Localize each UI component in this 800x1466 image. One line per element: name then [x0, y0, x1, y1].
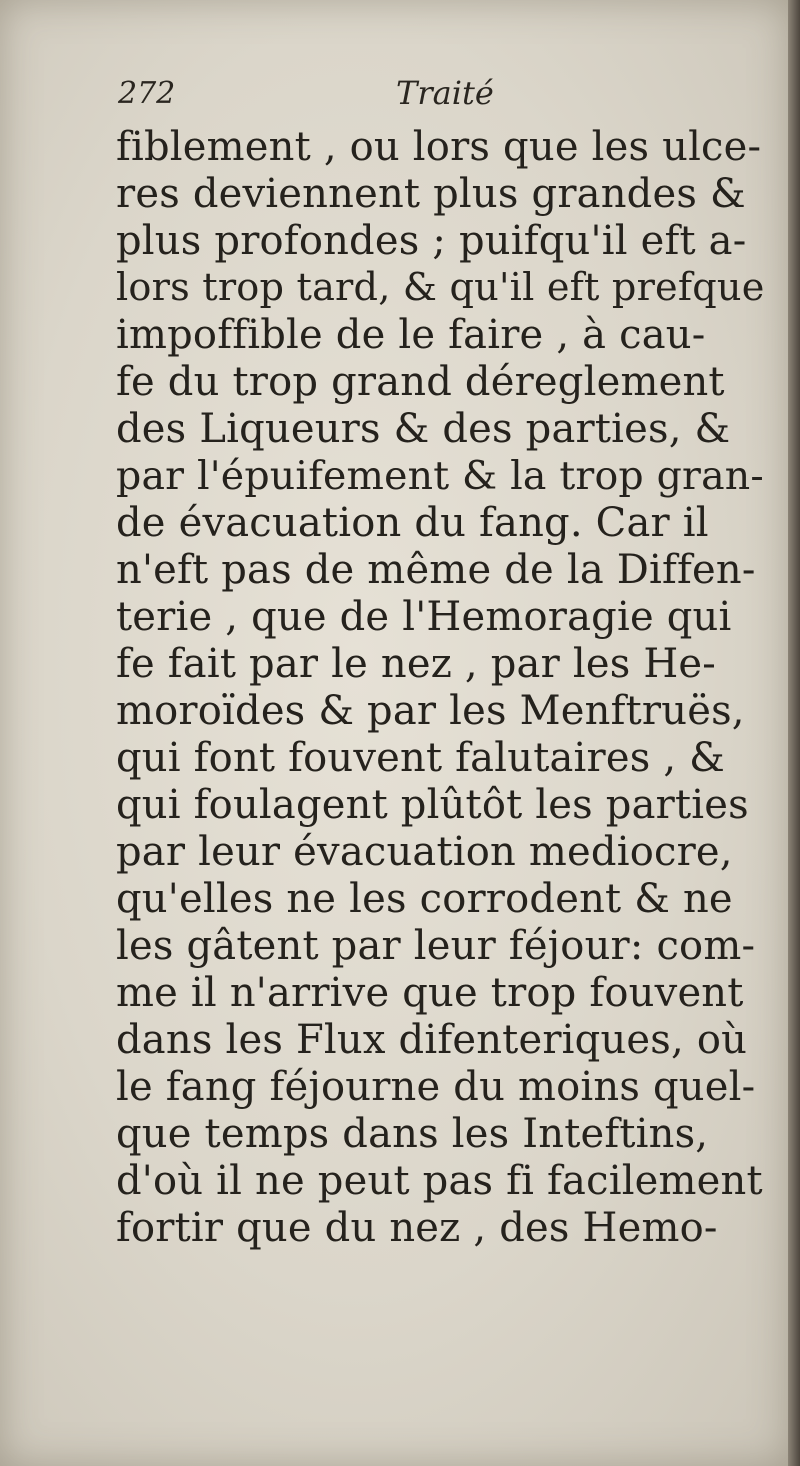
- text-line: moroïdes & par les Menftruës,: [116, 688, 745, 734]
- text-line: les gâtent par leur féjour: com-: [116, 923, 756, 969]
- text-line: le fang féjourne du moins quel-: [116, 1064, 756, 1110]
- text-line: des Liqueurs & des parties, &: [116, 406, 731, 452]
- text-line: fe du trop grand déreglement: [116, 359, 725, 405]
- text-line: impoffible de le faire , à cau-: [116, 312, 706, 358]
- text-line: terie , que de l'Hemoragie qui: [116, 594, 732, 640]
- text-line: fiblement , ou lors que les ulce-: [116, 124, 762, 170]
- text-line: res deviennent plus grandes &: [116, 171, 746, 217]
- text-line: par l'épuifement & la trop gran-: [116, 453, 764, 499]
- text-line: qu'elles ne les corrodent & ne: [116, 876, 733, 922]
- text-line: qui font fouvent falutaires , &: [116, 735, 725, 781]
- page-edge: [788, 0, 800, 1466]
- text-line: lors trop tard, & qu'il eft prefque: [116, 266, 765, 310]
- text-line: dans les Flux difenteriques, où: [116, 1017, 748, 1063]
- page-number: 272: [118, 76, 176, 111]
- text-line: plus profondes ; puifqu'il eft a-: [116, 218, 747, 264]
- text-line: d'où il ne peut pas fi facilement: [116, 1158, 763, 1204]
- text-line: qui foulagent plûtôt les parties: [116, 782, 749, 828]
- text-line: fortir que du nez , des Hemo-: [116, 1205, 718, 1251]
- text-line: fe fait par le nez , par les He-: [116, 641, 717, 687]
- text-line: que temps dans les Inteftins,: [116, 1111, 709, 1157]
- running-title: Traité: [396, 74, 494, 112]
- text-line: par leur évacuation mediocre,: [116, 829, 733, 875]
- text-line: de évacuation du fang. Car il: [116, 500, 709, 546]
- text-line: n'eft pas de même de la Diffen-: [116, 547, 756, 593]
- body-text: [116, 124, 764, 1252]
- text-line: me il n'arrive que trop fouvent: [116, 970, 744, 1016]
- page-header: [118, 68, 738, 124]
